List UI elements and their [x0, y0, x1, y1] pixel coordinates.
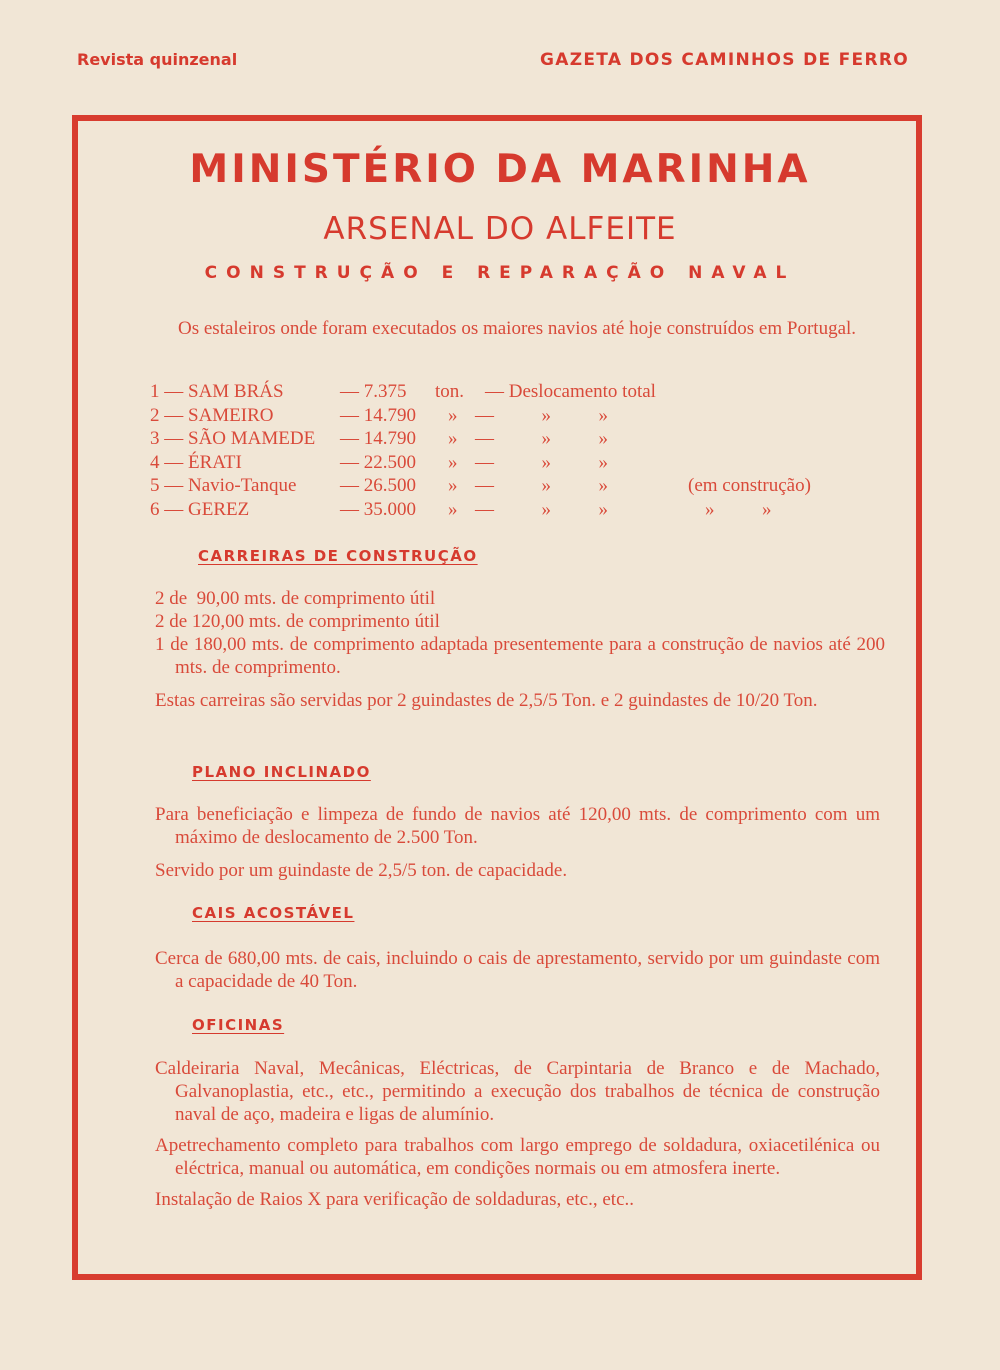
oficinas-paragraph: Instalação de Raios X para verificação de soldaduras, etc., etc.. [155, 1189, 634, 1210]
cais-paragraph: Cerca de 680,00 mts. de cais, incluindo o cais de aprestamento, servido por um guindaste com a capacidade de 40 Ton. [155, 948, 880, 992]
intro-paragraph: Os estaleiros onde foram executados os maiores navios até hoje construídos em Portugal. [178, 318, 857, 339]
carreiras-list [155, 587, 885, 712]
ship-name: 6 — GEREZ [150, 498, 250, 520]
carreiras-line: 1 de 180,00 mts. de comprimento adaptada presentemente para a construção de navios até 200 mts. de comprimento. [155, 634, 885, 678]
plano-text [155, 803, 880, 882]
ship-desc: — » » [475, 404, 608, 426]
ship-tons: — 14.790 [340, 428, 416, 449]
cais-text [155, 947, 880, 993]
plano-paragraph: Para beneficiação e limpeza de fundo de navios até 120,00 mts. de comprimento com um máximo de deslocamento de 2.500 Ton. [155, 804, 880, 848]
ship-desc: — » » [475, 498, 608, 520]
oficinas-paragraph: Caldeiraria Naval, Mecânicas, Eléctricas, de Carpintaria de Branco e de Machado, Galvanoplastia, etc., etc., permitindo a execução dos trabalhos de técnica de construção naval de aço, madeira e ligas de alumínio. [155, 1058, 880, 1125]
ship-name: 5 — Navio-Tanque [150, 475, 297, 496]
ship-name: 3 — SÃO MAMEDE [150, 428, 316, 449]
ship-note: » » [705, 498, 772, 520]
ship-tons: — 22.500 [340, 451, 416, 473]
carreiras-line: 2 de 120,00 mts. de comprimento útil [155, 611, 440, 632]
header-right: GAZETA DOS CAMINHOS DE FERRO [540, 50, 909, 70]
header-left: Revista quinzenal [77, 50, 238, 69]
ship-unit: » [448, 475, 458, 496]
ship-desc: — » » [475, 428, 608, 449]
ship-desc: — » » [475, 475, 608, 496]
ship-unit: » [448, 451, 458, 473]
carreiras-note: Estas carreiras são servidas por 2 guindastes de 2,5/5 Ton. e 2 guindastes de 10/20 Ton. [155, 690, 818, 711]
ship-note: (em construção) [688, 475, 811, 496]
ship-unit: » [448, 404, 458, 426]
ship-name: 4 — ÉRATI [150, 451, 242, 473]
ship-tons: — 26.500 [340, 475, 416, 496]
ship-tons: — 35.000 [340, 498, 416, 520]
ship-tons: — 7.375 [340, 381, 407, 402]
ship-desc: — » » [475, 451, 608, 473]
page-subtitle: ARSENAL DO ALFEITE [323, 211, 677, 247]
section-heading-cais: CAIS ACOSTÁVEL [192, 904, 355, 922]
section-heading-plano: PLANO INCLINADO [192, 763, 371, 781]
page-title: MINISTÉRIO DA MARINHA [189, 147, 811, 192]
ship-tons: — 14.790 [340, 404, 416, 426]
ship-name: 2 — SAMEIRO [150, 404, 274, 426]
carreiras-line: 2 de 90,00 mts. de comprimento útil [155, 588, 436, 609]
section-heading-oficinas: OFICINAS [192, 1016, 285, 1034]
ship-unit: » [448, 428, 458, 449]
ship-unit: » [448, 498, 458, 520]
ship-name: 1 — SAM BRÁS [150, 381, 284, 402]
oficinas-text [155, 1057, 880, 1211]
ship-desc: — Deslocamento total [485, 381, 656, 402]
oficinas-paragraph: Apetrechamento completo para trabalhos com largo emprego de soldadura, oxiacetilénica ou eléctrica, manual ou automática, em condições normais ou em atmosfera inerte. [155, 1135, 880, 1179]
ship-unit: ton. [435, 381, 465, 402]
plano-paragraph: Servido por um guindaste de 2,5/5 ton. de capacidade. [155, 860, 568, 881]
section-heading-carreiras: CARREIRAS DE CONSTRUÇÃO [198, 547, 478, 565]
page-tagline: CONSTRUÇÃO E REPARAÇÃO NAVAL [204, 263, 796, 283]
